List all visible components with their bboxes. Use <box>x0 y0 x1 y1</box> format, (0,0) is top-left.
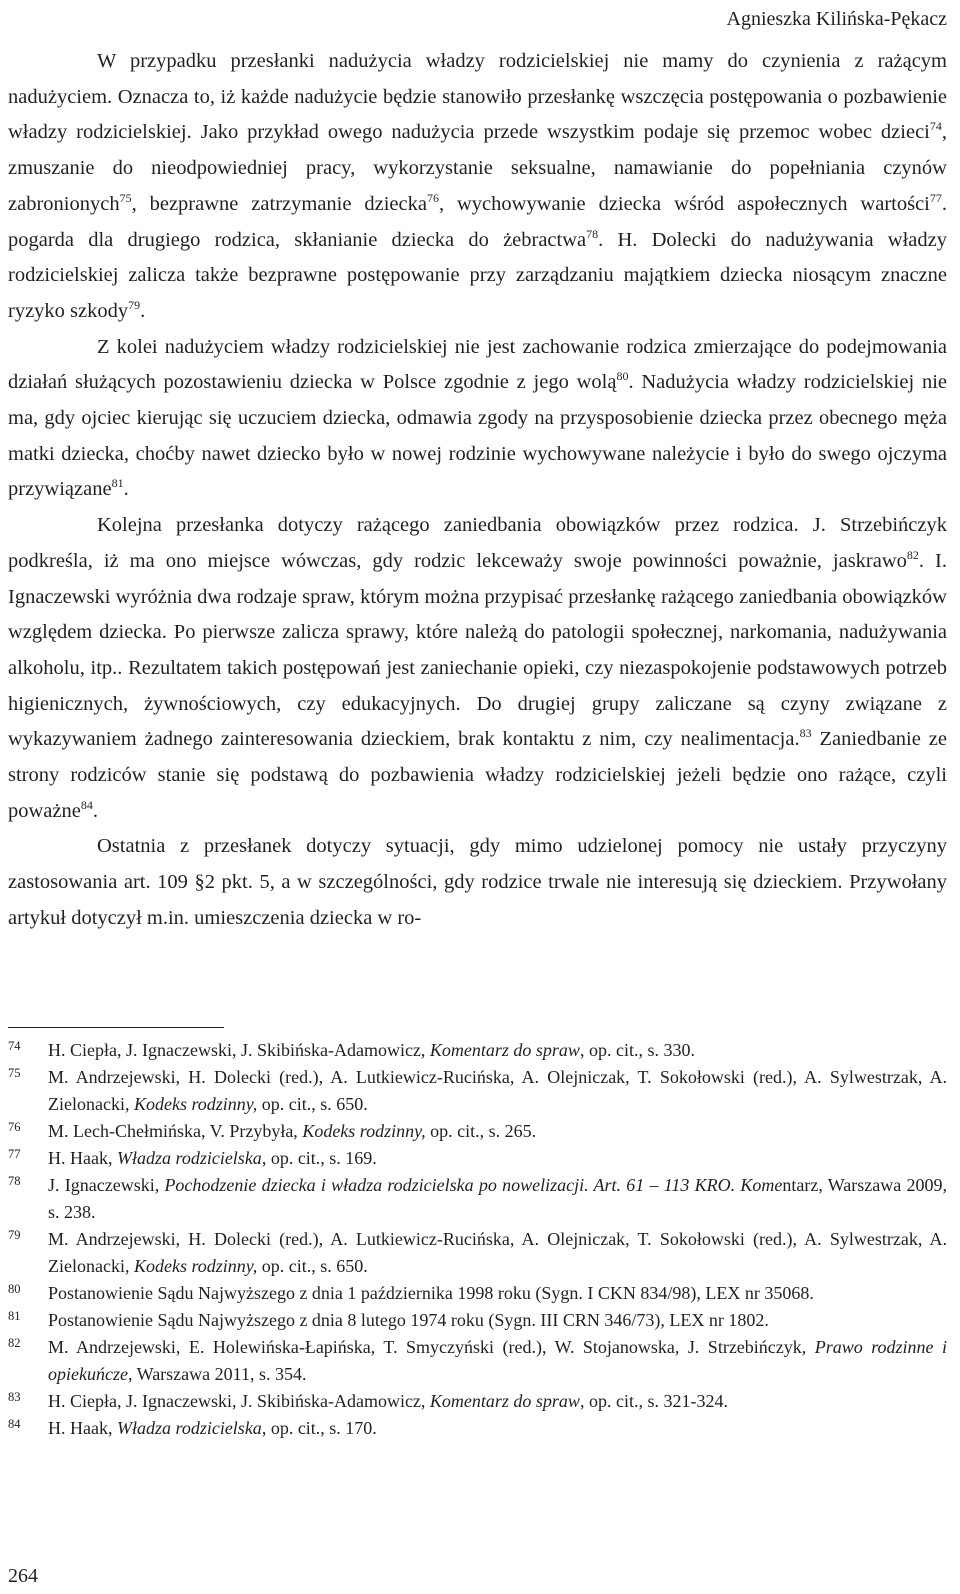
citation-title: Komentarz do spraw <box>429 1391 580 1411</box>
footnote-text: , op. cit., s. 330. <box>579 1040 695 1060</box>
footnote-ref: 78 <box>586 226 599 241</box>
footnote-text: M. Andrzejewski, H. Dolecki (red.), A. Lutkiewicz-Rucińska, A. Olejniczak, T. Sokołowski (red.), A. Sylwestrzak, A. Zielonacki, <box>48 1229 947 1276</box>
footnote-ref: 83 <box>799 726 812 741</box>
footnote-ref: 74 <box>929 119 942 134</box>
footnote-ref: 79 <box>128 298 141 313</box>
footnote-text: op. cit., s. 650. <box>257 1256 368 1276</box>
text-run: , bezprawne zatrzymanie dziecka <box>131 192 427 215</box>
footnote <box>8 1415 947 1442</box>
footnote-text: M. Lech-Chełmińska, V. Przybyła, <box>48 1121 303 1141</box>
text-run: , wychowywanie dziecka wśród aspołecznych wartości <box>438 192 930 215</box>
footnote-text: M. Andrzejewski, H. Dolecki (red.), A. Lutkiewicz-Rucińska, A. Olejniczak, T. Sokołowski (red.), A. Sylwestrzak, A. Zielonacki, <box>48 1067 947 1114</box>
footnote-text: , op. cit., s. 321-324. <box>579 1391 728 1411</box>
footnote-ref: 76 <box>426 190 439 205</box>
citation-title: Władza rodzicielska <box>116 1148 262 1168</box>
footnote-ref: 80 <box>616 369 629 384</box>
running-header: Agnieszka Kilińska-Pękacz <box>726 8 947 30</box>
footnote <box>8 1307 947 1334</box>
footnote-text: , op. cit., s. 169. <box>261 1148 377 1168</box>
footnote <box>8 1037 947 1064</box>
footnote-number: 78 <box>8 1174 21 1188</box>
text-run: W przypadku przesłanki nadużycia władzy rodzicielskiej nie mamy do czynienia z rażącym nadużyciem. Oznacza to, iż każde nadużycie będzie stanowiło przesłankę wszczęcia postępowania o pozbawienie władzy rodzicielskiej. Jako przykład owego nadużycia przede wszystkim podaje się przemoc wobec dzieci <box>8 50 947 144</box>
footnote-text: Postanowienie Sądu Najwyższego z dnia 8 lutego 1974 roku (Sygn. III CRN 346/73), LEX nr 1802. <box>48 1310 769 1330</box>
footnote-number: 80 <box>8 1282 21 1296</box>
text-run: . I. Ignaczewski wyróżnia dwa rodzaje spraw, którym można przypisać przesłankę rażącego zaniedbania obowiązków względem dziecka. Po pierwsze zalicza sprawy, które należą do patologii społecznej, narkomania, nadużywania alkoholu, itp.. Rezultatem takich postępowań jest zaniechanie opieki, czy niezaspokojenie podstawowych potrzeb higienicznych, żywnościowych, czy edukacyjnych. Do drugiej grupy zaliczane są czyny związane z wykazywaniem żadnego zainteresowania dzieckiem, brak kontaktu z nim, czy nealimentacja. <box>8 549 947 751</box>
text-run: . <box>123 478 129 501</box>
paragraph <box>8 330 947 509</box>
footnote-text: op. cit., s. 265. <box>425 1121 537 1141</box>
citation-title: Kodeks rodzinny, <box>302 1121 426 1141</box>
footnote-text: Postanowienie Sądu Najwyższego z dnia 1 października 1998 roku (Sygn. I CKN 834/98), LEX nr 35068. <box>48 1283 814 1303</box>
footnote-number: 77 <box>8 1147 21 1161</box>
citation-title: Prawo rodzinne i opiekuńcze <box>48 1337 947 1384</box>
footnotes <box>8 1037 947 1442</box>
footnote-ref: 81 <box>111 476 124 491</box>
footnote <box>8 1118 947 1145</box>
footnote-text: , Warszawa 2011, s. 354. <box>127 1364 307 1384</box>
footnote <box>8 1388 947 1415</box>
citation-title: Komentarz do spraw <box>429 1040 580 1060</box>
paragraph <box>8 44 947 330</box>
footnote-text: , op. cit., s. 170. <box>261 1418 377 1438</box>
footnote <box>8 1280 947 1307</box>
footnote-number: 74 <box>8 1039 21 1053</box>
footnote-number: 76 <box>8 1120 21 1134</box>
citation-title: Kodeks rodzinny, <box>133 1256 258 1276</box>
paragraph <box>8 508 947 829</box>
footnote-ref: 75 <box>119 190 132 205</box>
footnote <box>8 1145 947 1172</box>
paragraph <box>8 829 947 936</box>
footnote-number: 79 <box>8 1228 21 1242</box>
text-run: Ostatnia z przesłanek dotyczy sytuacji, gdy mimo udzielonej pomocy nie ustały przyczyny zastosowania art. 109 §2 pkt. 5, a w szczególności, gdy rodzice trwale nie interesują się dzieckiem. Przywołany artykuł dotyczył m.in. umieszczenia dziecka w ro- <box>8 835 947 929</box>
citation-title: Władza rodzicielska <box>116 1418 262 1438</box>
footnote <box>8 1226 947 1280</box>
footnote <box>8 1334 947 1388</box>
footnote-text: H. Haak, <box>48 1418 117 1438</box>
text-run: . pogarda dla drugiego rodzica, skłanianie dziecka do żebractwa <box>8 192 947 251</box>
footnote-text: H. Ciepła, J. Ignaczewski, J. Skibińska-Adamowicz, <box>48 1040 430 1060</box>
citation-title: Pochodzenie dziecka i władza rodzicielska po nowelizacji. Art. 61 – 113 KRO. Kome <box>164 1175 783 1195</box>
footnote-separator <box>8 1027 224 1028</box>
text-run: , zmuszanie do nieodpowiedniej pracy, wykorzystanie seksualne, namawianie do popełniania czynów zabronionych <box>8 121 947 215</box>
footnote-number: 83 <box>8 1390 21 1404</box>
main-text <box>8 44 947 937</box>
footnote-text: op. cit., s. 650. <box>257 1094 368 1114</box>
footnote-text: M. Andrzejewski, E. Holewińska-Łapińska, T. Smyczyński (red.), W. Stojanowska, J. Strzebińczyk, <box>48 1337 815 1357</box>
text-run: Z kolei nadużyciem władzy rodzicielskiej nie jest zachowanie rodzica zmierzające do podejmowania działań służących pozostawieniu dziecka w Polsce zgodnie z jego wolą <box>8 335 947 394</box>
footnote-number: 81 <box>8 1309 21 1323</box>
text-run: . <box>140 299 146 322</box>
footnote-number: 84 <box>8 1417 21 1431</box>
footnote-text: H. Ciepła, J. Ignaczewski, J. Skibińska-Adamowicz, <box>48 1391 430 1411</box>
footnote <box>8 1172 947 1226</box>
text-run: Zaniedbanie ze strony rodziców stanie się podstawą do pozbawienia władzy rodzicielskiej jeżeli będzie ono rażące, czyli poważne <box>8 728 947 822</box>
footnote-number: 75 <box>8 1066 21 1080</box>
text-run: Kolejna przesłanka dotyczy rażącego zaniedbania obowiązków przez rodzica. J. Strzebińczyk podkreśla, iż ma ono miejsce wówczas, gdy rodzic lekceważy swoje powinności poważnie, jaskrawo <box>8 514 947 572</box>
text-run: . <box>92 799 98 822</box>
text-run: . H. Dolecki do nadużywania władzy rodzicielskiej zalicza także bezprawne postępowanie przy zarządzaniu majątkiem dziecka niosącym znaczne ryzyko szkody <box>8 228 947 322</box>
footnote-text: J. Ignaczewski, <box>48 1175 165 1195</box>
footnote-text: ntarz, Warszawa 2009, s. 238. <box>48 1175 947 1222</box>
citation-title: Kodeks rodzinny, <box>133 1094 258 1114</box>
text-run: . Nadużycia władzy rodzicielskiej nie ma, gdy ojciec kierując się uczuciem dziecka, odmawia zgody na przysposobienie dziecka przez obecnego męża matki dziecka, choćby nawet dziecko było w nowej rodzinie wychowywane należycie i było do swego ojczyma przywiązane <box>8 371 947 501</box>
page-number: 264 <box>8 1565 38 1587</box>
footnote-ref: 84 <box>80 797 93 812</box>
footnote-ref: 82 <box>906 548 919 563</box>
footnote-number: 82 <box>8 1336 21 1350</box>
footnote <box>8 1064 947 1118</box>
footnote-ref: 77 <box>929 190 942 205</box>
footnote-text: H. Haak, <box>48 1148 117 1168</box>
